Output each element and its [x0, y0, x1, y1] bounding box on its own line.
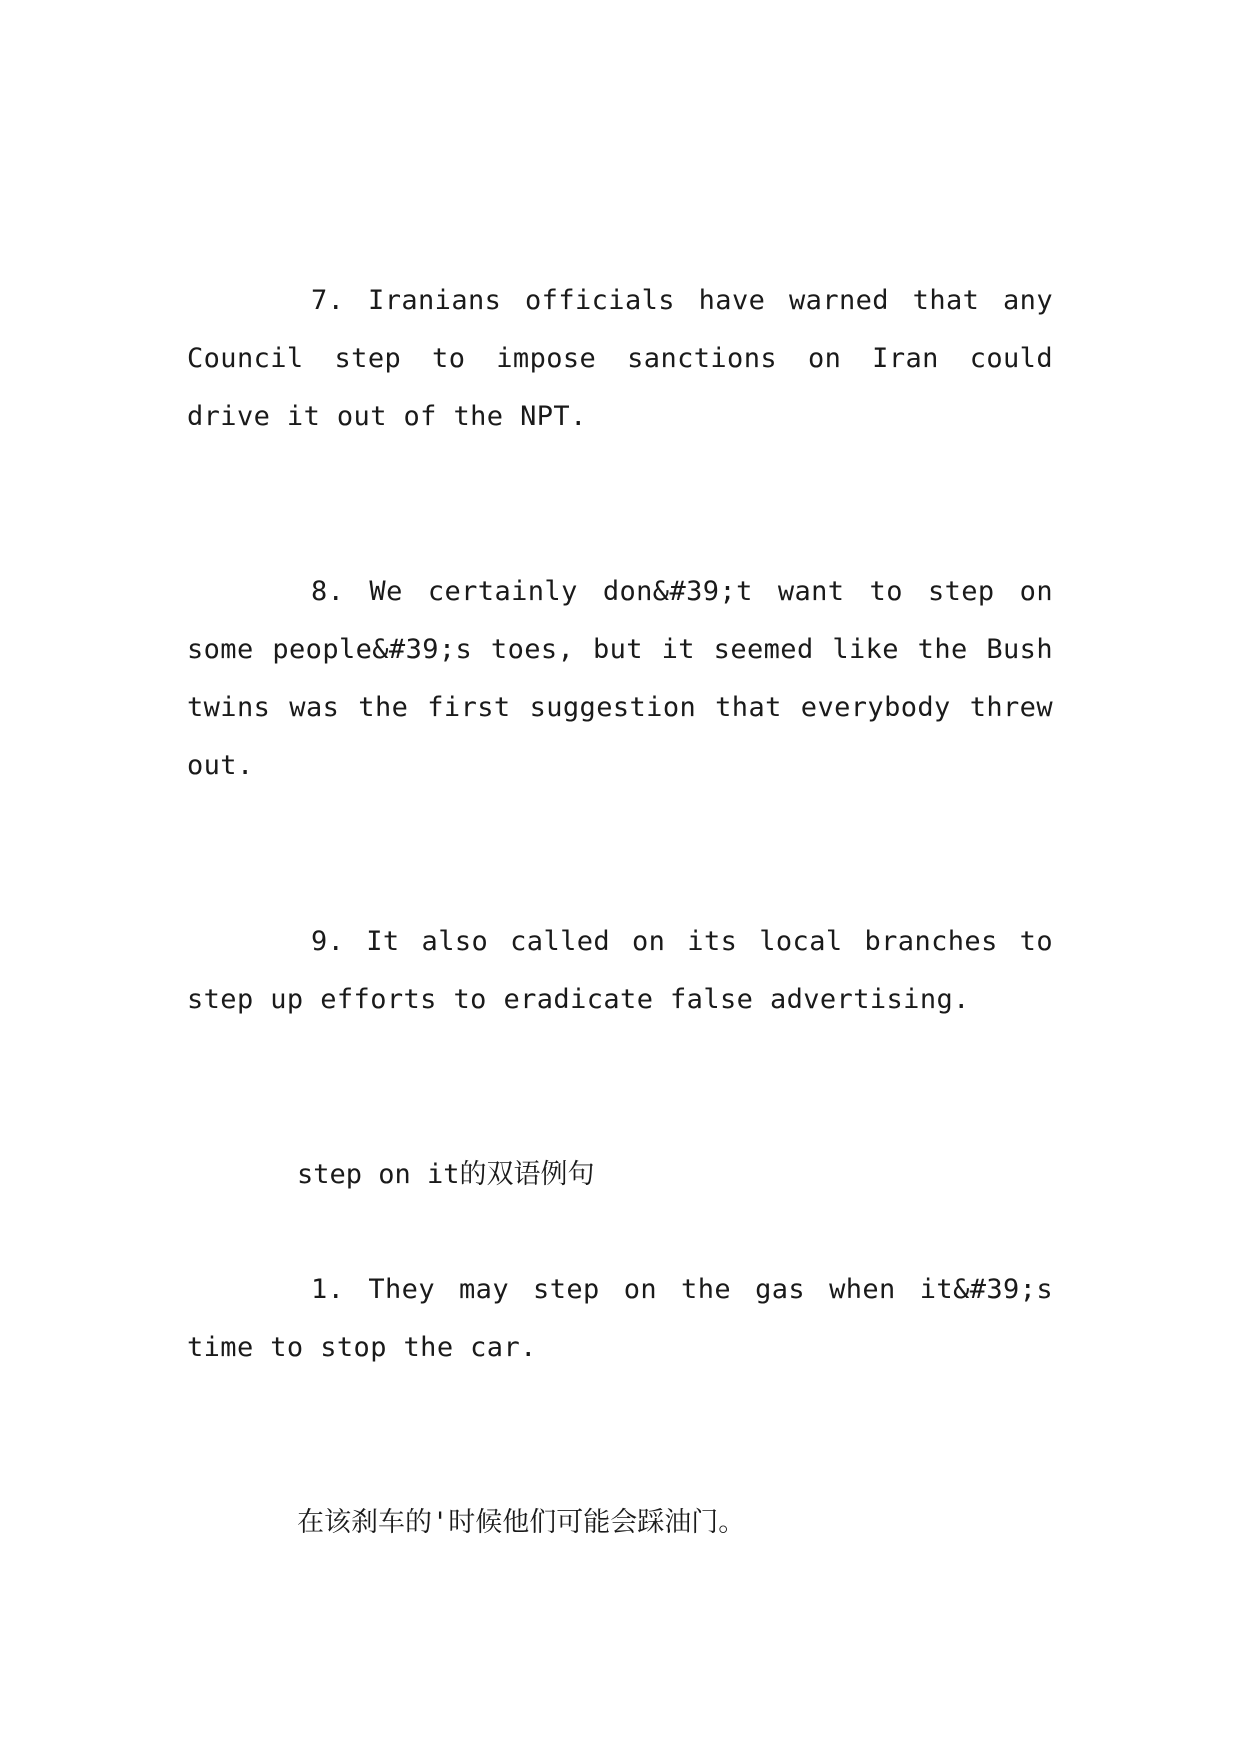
example-sentence-9: 9. It also called on its local branches to step up efforts to eradicate false advertising.: [187, 926, 1053, 1015]
example-sentence-1-chinese: 在该刹车的'时候他们可能会踩油门。: [297, 1507, 746, 1538]
example-sentence-8: 8. We certainly don&#39;t want to step on some people&#39;s toes, but it seemed like the Bush twins was the first suggestion that everybody threw out.: [187, 576, 1053, 781]
section-heading: step on it的双语例句: [297, 1159, 595, 1190]
example-sentence-1-english: 1. They may step on the gas when it&#39;s time to stop the car.: [187, 1274, 1053, 1363]
example-sentence-7: 7. Iranians officials have warned that any Council step to impose sanctions on Iran could drive it out of the NPT.: [187, 285, 1053, 432]
